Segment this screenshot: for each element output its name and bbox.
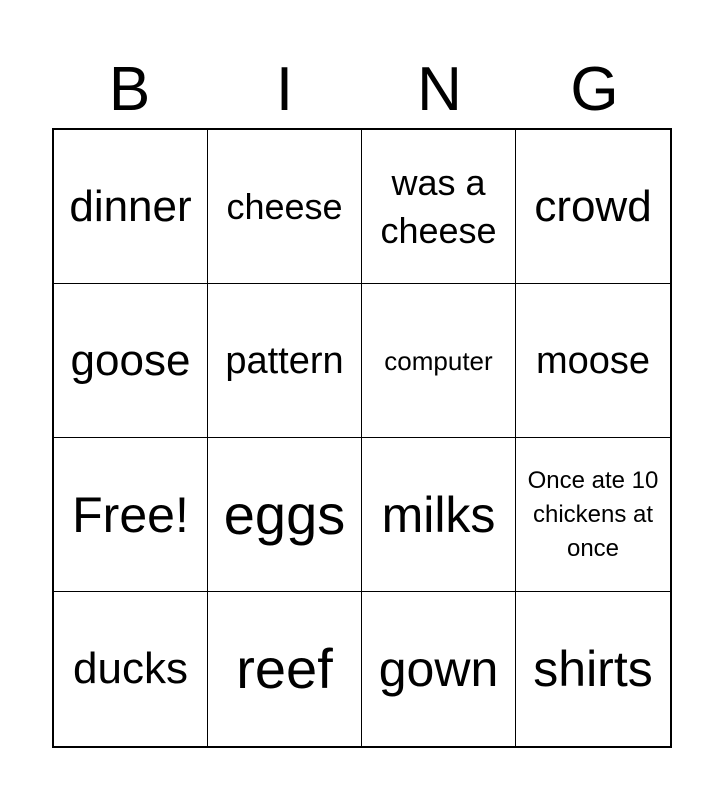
bingo-cell[interactable]	[362, 284, 516, 438]
bingo-cell[interactable]	[208, 592, 362, 746]
bingo-cell[interactable]	[54, 284, 208, 438]
bingo-cell[interactable]	[208, 130, 362, 284]
cell-text: was a cheese	[380, 161, 497, 251]
bingo-cell[interactable]	[54, 592, 208, 746]
cell-text: dinner	[69, 181, 192, 231]
cell-text: eggs	[223, 482, 346, 546]
bingo-cell[interactable]	[362, 130, 516, 284]
cell-text: shirts	[533, 641, 653, 697]
cell-text: crowd	[534, 181, 652, 231]
cell-text: gown	[378, 641, 499, 697]
cell-text: ducks	[73, 644, 188, 693]
cell-text: cheese	[226, 185, 343, 227]
bingo-cell[interactable]	[362, 592, 516, 746]
header-letter-i: I	[275, 55, 294, 124]
bingo-cell[interactable]	[54, 130, 208, 284]
bingo-cell[interactable]	[208, 284, 362, 438]
cell-text: goose	[70, 335, 191, 385]
cell-text: reef	[236, 637, 333, 700]
cell-text: Once ate 10 chickens at once	[527, 466, 659, 562]
bingo-cell[interactable]	[208, 438, 362, 592]
bingo-cell[interactable]	[516, 592, 670, 746]
header-letter-n: N	[417, 55, 462, 124]
bingo-cell[interactable]	[516, 130, 670, 284]
bingo-cell-free[interactable]	[54, 438, 208, 592]
cell-text: Free!	[72, 486, 189, 543]
bingo-cell[interactable]	[516, 284, 670, 438]
cell-text: milks	[381, 486, 496, 543]
cell-text: pattern	[225, 339, 344, 382]
header-letter-b: B	[108, 55, 151, 124]
cell-text: computer	[384, 345, 493, 376]
header-letter-g: G	[570, 55, 619, 124]
cell-text: moose	[535, 339, 651, 382]
bingo-header	[52, 55, 672, 125]
bingo-cell[interactable]	[516, 438, 670, 592]
bingo-cell[interactable]	[362, 438, 516, 592]
bingo-board	[52, 128, 672, 748]
